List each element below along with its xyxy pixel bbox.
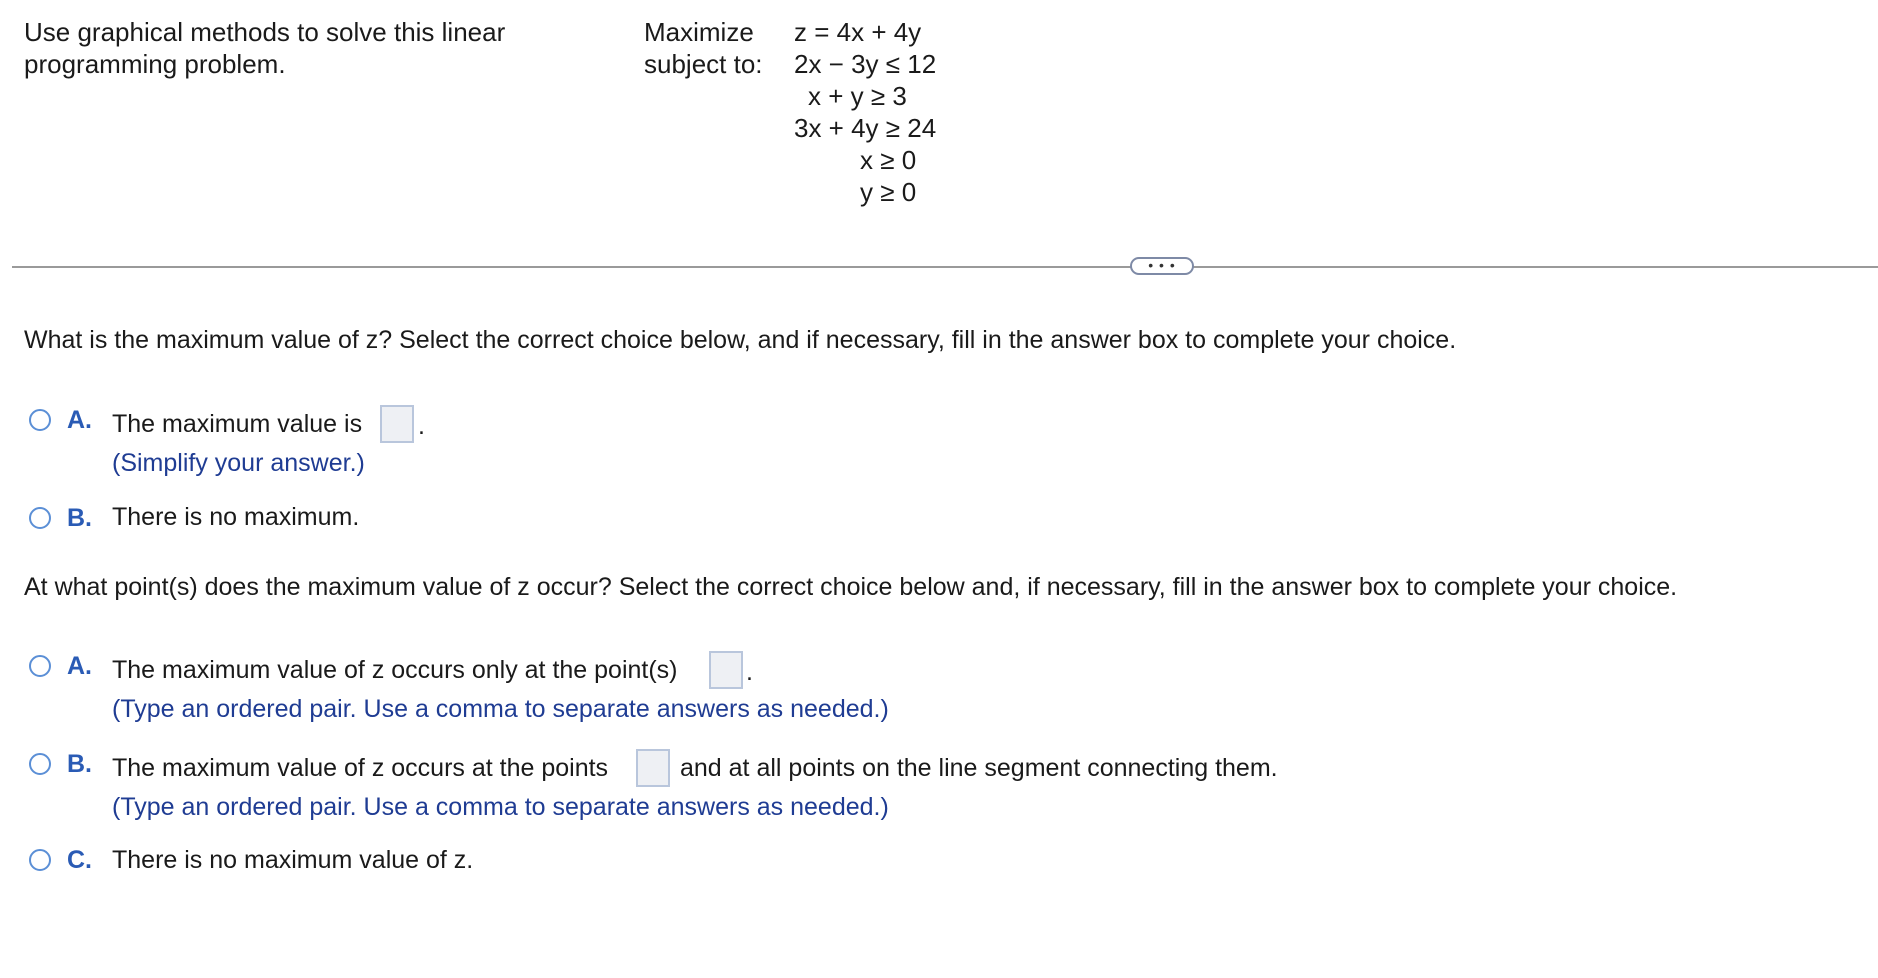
objective-function: z = 4x + 4y [794,17,922,47]
q2-choice-b-text: The maximum value of z occurs at the points [112,754,609,782]
q1-choice-b-letter: B. [67,504,92,532]
q2-choice-a-period: . [746,658,753,686]
section-divider [12,266,1878,268]
q2-choice-a-answer-box[interactable] [709,651,743,689]
q2-choice-a-letter: A. [67,652,92,680]
q1-choice-a-hint: (Simplify your answer.) [112,449,365,477]
more-button[interactable]: • • • [1130,257,1194,275]
constraint-4: x ≥ 0 [860,145,917,175]
q1-choice-b-radio[interactable] [29,507,51,529]
subject-to-label: subject to: [644,49,763,79]
q2-choice-b-radio[interactable] [29,753,51,775]
question-1-text: What is the maximum value of z? Select the correct choice below, and if necessary, fill in the answer box to complete your choice. [24,326,1457,354]
q2-choice-b-answer-box[interactable] [636,749,670,787]
q1-choice-a-letter: A. [67,406,92,434]
q2-choice-a-radio[interactable] [29,655,51,677]
q1-choice-b-text: There is no maximum. [112,503,360,531]
q2-choice-a-hint: (Type an ordered pair. Use a comma to separate answers as needed.) [112,695,889,723]
q1-choice-a-text: The maximum value is [112,410,363,438]
q2-choice-b-hint: (Type an ordered pair. Use a comma to separate answers as needed.) [112,793,889,821]
q1-answer-box[interactable] [380,405,414,443]
q2-choice-b-letter: B. [67,750,92,778]
q2-choice-b-trailing-text: and at all points on the line segment connecting them. [680,754,1278,782]
q2-choice-c-radio[interactable] [29,849,51,871]
maximize-label: Maximize [644,17,754,47]
constraint-1: 2x − 3y ≤ 12 [794,49,937,79]
constraint-5: y ≥ 0 [860,177,917,207]
q2-choice-c-text: There is no maximum value of z. [112,846,474,874]
q1-choice-a-period: . [418,412,425,440]
q2-choice-a-text: The maximum value of z occurs only at the point(s) [112,656,678,684]
problem-prompt: Use graphical methods to solve this linear programming problem. [24,17,506,79]
constraint-3: 3x + 4y ≥ 24 [794,113,937,143]
q2-choice-c-letter: C. [67,846,92,874]
constraint-2: x + y ≥ 3 [808,81,907,111]
question-2-text: At what point(s) does the maximum value of z occur? Select the correct choice below and, if necessary, fill in the answer box to complete your choice. [24,573,1678,601]
q1-choice-a-radio[interactable] [29,409,51,431]
